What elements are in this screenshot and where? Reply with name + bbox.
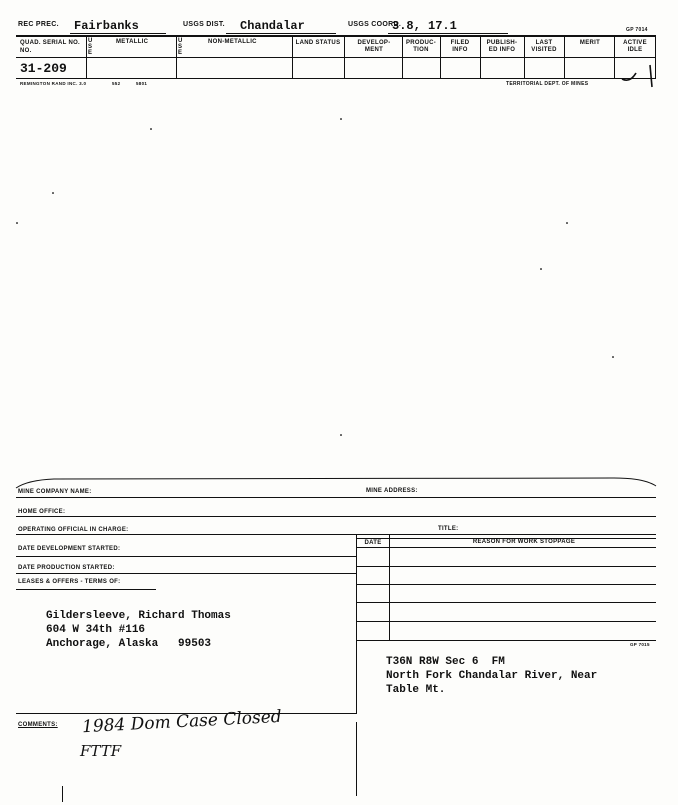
col-active-idle: ACTIVE IDLE (623, 40, 647, 53)
date-development-label: DATE DEVELOPMENT STARTED: (18, 546, 121, 552)
card-edge (14, 476, 658, 492)
col-quad-serial: QUAD. SERIAL NO. NO. (20, 40, 81, 54)
printer-line: REMINGTON RAND INC. 3.0 (20, 81, 87, 86)
checkmark-mark (620, 59, 656, 89)
location-line-2: North Fork Chandalar River, Near (386, 670, 598, 682)
col-use-code: U S E (88, 38, 93, 56)
title-label: TITLE: (438, 526, 459, 532)
col-last-visited: LAST VISITED (531, 40, 557, 53)
col-metallic: METALLIC (116, 39, 149, 45)
form-code-top: GP 7014 (626, 27, 648, 33)
location-line-1: T36N R8W Sec 6 FM (386, 656, 505, 668)
comment-handwritten-1: 1984 Dom Case Closed (81, 706, 283, 738)
dept-line: TERRITORIAL DEPT. OF MINES (506, 81, 589, 87)
reason-col-header: REASON FOR WORK STOPPAGE (472, 539, 576, 545)
col-merit: MERIT (579, 40, 601, 46)
mine-company-label: MINE COMPANY NAME: (18, 489, 92, 495)
usgs-coord-label: USGS COORD. (348, 21, 402, 28)
col-land-status: LAND STATUS (295, 40, 341, 46)
serial-value: 31-209 (20, 61, 67, 76)
lessee-street: 604 W 34th #116 (46, 624, 146, 636)
comment-handwritten-2: FTTF (80, 742, 122, 760)
operating-official-label: OPERATING OFFICIAL IN CHARGE: (18, 527, 129, 533)
usgs-dist-label: USGS DIST. (183, 21, 225, 28)
home-office-label: HOME OFFICE: (18, 509, 66, 515)
usgs-dist-value: Chandalar (240, 19, 305, 33)
comments-label: COMMENTS: (18, 722, 58, 728)
col-published-info: PUBLISH- ED INFO (486, 40, 518, 53)
printer-codes: 552 5801 (112, 81, 148, 86)
lessee-city: Anchorage, Alaska 99503 (46, 638, 212, 650)
date-production-label: DATE PRODUCTION STARTED: (18, 565, 115, 571)
usgs-coord-value: 3.8, 17.1 (392, 19, 457, 33)
rec-prec-label: REC PREC. (18, 21, 59, 28)
col-non-metallic: NON-METALLIC (208, 39, 257, 45)
mine-address-label: MINE ADDRESS: (366, 488, 418, 494)
form-code-bottom: GP 7015 (630, 642, 650, 647)
rec-prec-value: Fairbanks (74, 19, 139, 33)
col-use-code-2: U S E (178, 38, 183, 56)
lessee-name: Gildersleeve, Richard Thomas (46, 610, 231, 622)
date-col-header: DATE (364, 540, 382, 546)
col-filed-info: FILED INFO (450, 40, 470, 53)
location-line-3: Table Mt. (386, 684, 446, 696)
col-production: PRODUC- TION (405, 40, 437, 53)
col-development: DEVELOP- MENT (357, 40, 391, 53)
leases-label: LEASES & OFFERS - TERMS OF: (18, 579, 121, 585)
